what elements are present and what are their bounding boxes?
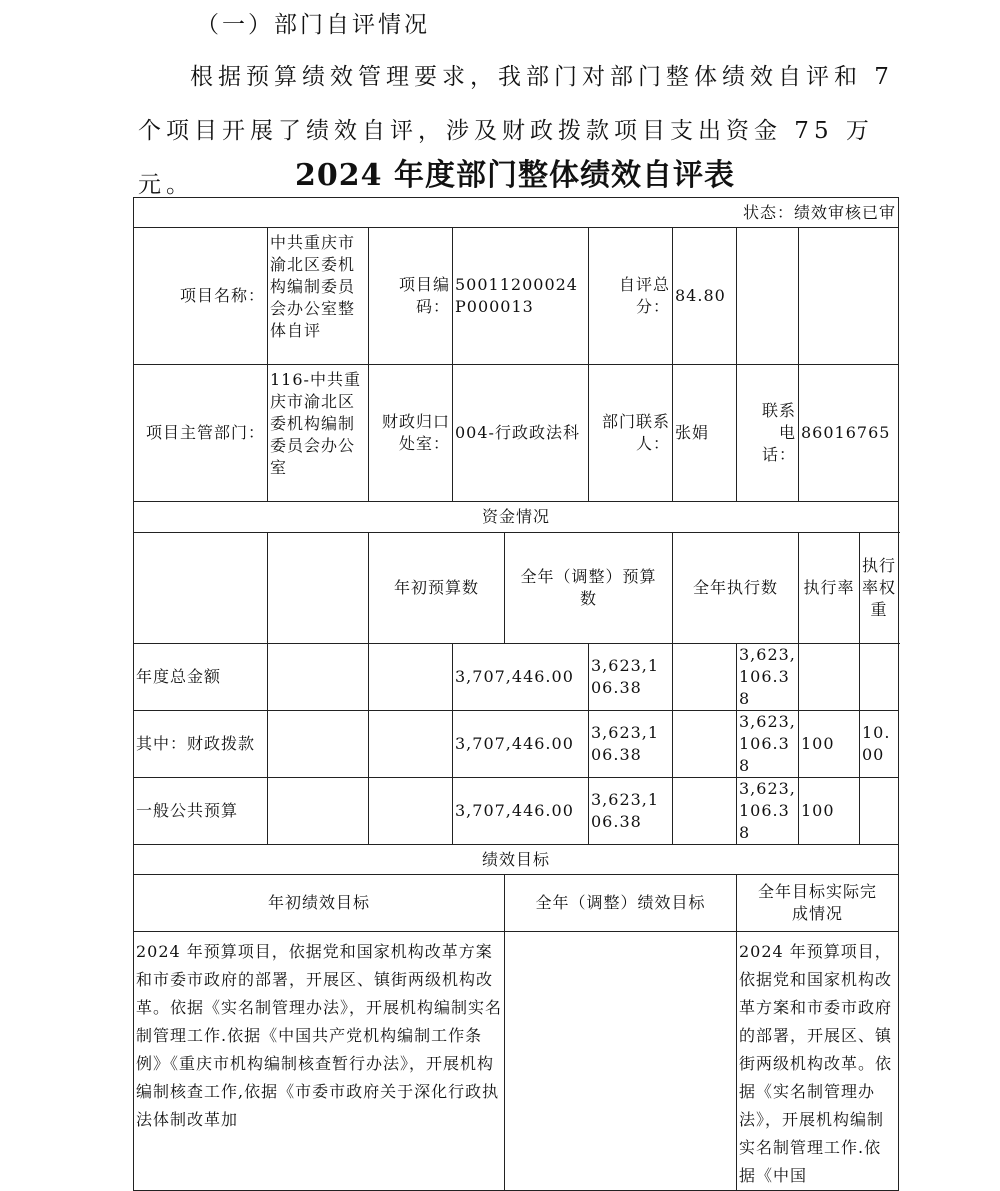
self-score-value: 84.80	[673, 228, 737, 365]
adjusted-goal-text	[505, 932, 737, 1191]
fund-row-label: 其中：财政拨款	[134, 711, 268, 778]
fund-rate-value	[799, 644, 860, 711]
adjusted-budget-header: 全年（调整）预算数	[505, 533, 673, 644]
fund-initial-value: 3,707,446.00	[453, 778, 589, 845]
fund-executed-value: 3,623,106.38	[737, 711, 799, 778]
finance-office-value: 004-行政政法科	[453, 365, 589, 502]
project-name-label: 项目名称：	[134, 228, 268, 365]
weight-header: 执行率权重	[860, 533, 899, 644]
table-title: 2024 年度部门整体绩效自评表	[295, 158, 735, 193]
fund-rate-value: 100	[799, 778, 860, 845]
actual-completion-header: 全年目标实际完成情况	[737, 875, 899, 932]
project-name-value: 中共重庆市渝北区委机构编制委员会办公室整体自评	[268, 228, 369, 365]
self-score-label: 自评总分：	[589, 228, 673, 365]
funds-section-label: 资金情况	[134, 502, 899, 533]
project-code-label: 项目编码：	[369, 228, 453, 365]
actual-completion-text: 2024 年预算项目，依据党和国家机构改革方案和市委市政府的部署，开展区、镇街两级机构改革。依据《实名制管理办法》，开展机构编制实名制管理工作.依据《中国	[737, 932, 899, 1191]
phone-label: 联系电话：	[737, 365, 799, 502]
rate-header: 执行率	[799, 533, 860, 644]
fund-initial-value: 3,707,446.00	[453, 644, 589, 711]
fund-adjusted-value: 3,623,106.38	[589, 711, 673, 778]
contact-label: 部门联系人：	[589, 365, 673, 502]
fund-weight-value	[860, 644, 899, 711]
initial-goal-text: 2024 年预算项目，依据党和国家机构改革方案和市委市政府的部署，开展区、镇街两级机构改革。依据《实名制管理办法》，开展机构编制实名制管理工作.依据《中国共产党机构编制工作条例》《重庆市机构编制核查暂行办法》，开展机构编制核查工作,依据《市委市政府关于深化行政执法体制改革加	[134, 932, 505, 1191]
fund-adjusted-value: 3,623,106.38	[589, 644, 673, 711]
fund-executed-value: 3,623,106.38	[737, 644, 799, 711]
fund-row-label: 年度总金额	[134, 644, 268, 711]
fund-weight-value: 10.00	[860, 711, 899, 778]
initial-goal-header: 年初绩效目标	[134, 875, 505, 932]
dept-label: 项目主管部门：	[134, 365, 268, 502]
intro-line-2: 个项目开展了绩效自评，涉及财政拨款项目支出资金 75 万元。	[138, 118, 874, 198]
dept-value: 116-中共重庆市渝北区委机构编制委员会办公室	[268, 365, 369, 502]
goals-section-label: 绩效目标	[134, 845, 899, 875]
phone-value: 86016765	[799, 365, 899, 502]
fund-weight-value	[860, 778, 899, 845]
fund-adjusted-value: 3,623,106.38	[589, 778, 673, 845]
fund-row-label: 一般公共预算	[134, 778, 268, 845]
initial-budget-header: 年初预算数	[369, 533, 505, 644]
adjusted-goal-header: 全年（调整）绩效目标	[505, 875, 737, 932]
finance-office-label: 财政归口处室：	[369, 365, 453, 502]
contact-value: 张娟	[673, 365, 737, 502]
status-cell: 状态：绩效审核已审	[134, 198, 899, 228]
execution-header: 全年执行数	[673, 533, 799, 644]
fund-executed-value: 3,623,106.38	[737, 778, 799, 845]
project-code-value: 50011200024P000013	[453, 228, 589, 365]
fund-rate-value: 100	[799, 711, 860, 778]
intro-line-1: 根据预算绩效管理要求，我部门对部门整体绩效自评和 7	[190, 64, 894, 90]
section-heading: （一）部门自评情况	[196, 12, 430, 38]
evaluation-table	[133, 197, 899, 1191]
fund-initial-value: 3,707,446.00	[453, 711, 589, 778]
